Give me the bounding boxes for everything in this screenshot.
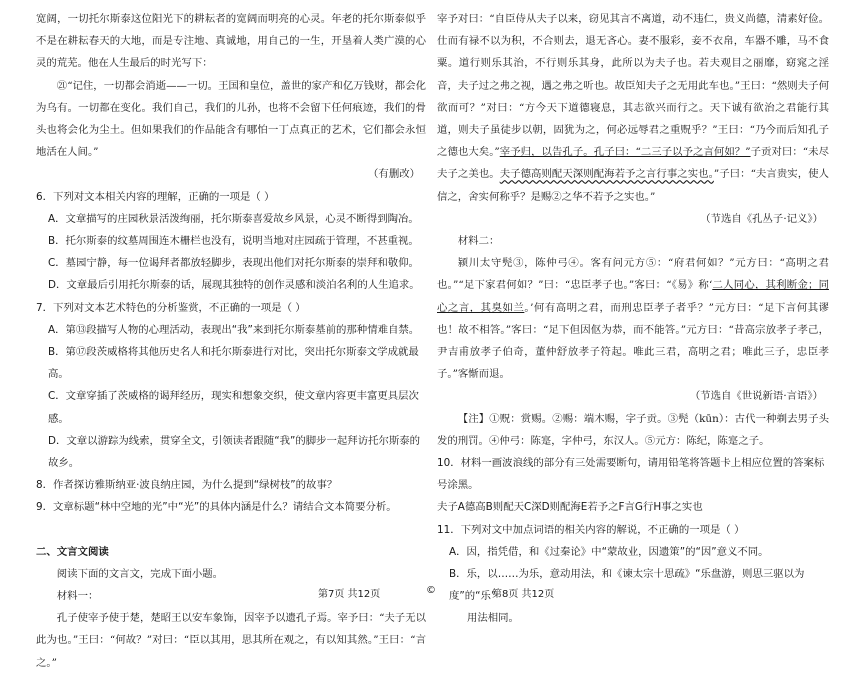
source-note-1: （节选自《孔丛子·记义》）	[700, 212, 823, 225]
underlined-sentence-1: 宰予归，以告孔子。孔子曰：“二三子以予之言何如？”	[499, 146, 751, 159]
q6-option-d[interactable]: D．文章最后引用托尔斯泰的话，展现其独特的创作灵感和淡泊名利的人生追求。	[48, 279, 420, 292]
right-page-column	[437, 8, 829, 630]
source-note-2: （节选自《世说新语·言语》）	[689, 390, 823, 403]
question-7: 7．下列对文本艺术特色的分析鉴赏，不正确的一项是（ ）	[36, 301, 306, 314]
underlined-sentence-2: 二人同心，其利断金；同心之言，其臭如兰	[437, 279, 829, 314]
q7-option-a[interactable]: A．第⑬段描写人物的心理活动，表现出“我”来到托尔斯泰墓前的那种情难自禁。	[48, 323, 420, 336]
question-11: 11．下列对文中加点词语的相关内容的解说，不正确的一项是（ ）	[437, 523, 745, 536]
material-2-text: 颍川太守髡③，陈仲弓④。客有问元方⑤：“府君何如？”元方曰：“高明之君也。”“足下家君何如？”曰：“忠臣孝子也。”客曰：“《易》称‘二人同心，其利断金；同心之言，其臭如兰。’何有高明之君，而刑忠臣孝子者乎？”元方曰：“足下言何其谬也！故不相答。”客曰：“足下但因伛为恭，而不能答。”元方曰：“昔高宗放孝子孝己，尹吉甫放孝子伯奇，董仲舒放孝子符起。唯此三君，高明之君；唯此三子，忠臣孝子。”客惭而退。	[437, 257, 830, 381]
material-1-label: 材料一：	[56, 590, 99, 603]
q7-option-b[interactable]: B．第⑰段茨威格将其他历史名人和托尔斯泰进行对比，突出托尔斯泰文学成就最高。	[48, 346, 419, 381]
page-number-left: 第7页 共12页	[318, 589, 381, 600]
q6-option-b[interactable]: B．托尔斯泰的纹墓周围连木栅栏也没有，说明当地对庄园疏于管理，不甚重视。	[48, 235, 419, 248]
section-heading: 二、文言文阅读	[36, 545, 109, 558]
passage-paragraph: 宽阔，一切托尔斯泰这位阳光下的耕耘者的宽阔而明亮的心灵。年老的托尔斯泰似乎不是在耕耘春天的大地，而是专注地、真诚地，用自己的一生，开垦着人类广漠的心灵的荒芜。他在人生最后的时光写下：	[36, 13, 426, 70]
q11-option-a[interactable]: A．因，指凭借，和《过秦论》中“蒙故业，因遗策”的“因”意义不同。	[449, 545, 769, 558]
source-note: （有删改）	[368, 168, 420, 181]
material-1-continued: 宰予对曰：“自臣侍从夫子以来，窃见其言不离道，动不违仁，贵义尚德，清素好俭。仕而有禄不以为积，不合则去，退无吝心。妻不服彩，妾不衣帛，车器不雕，马不食粟。道行则乐其治，不行则乐其身，此所以为夫子也。若夫观目之丽靡，窈窕之淫音，夫子过之弗之视，遇之弗之听也。故臣知夫子之无用此车也。”王曰：“然则夫子何欲而可？”对曰：“方今天下道德寝息，其志欲兴而行之。天下诚有欲治之君能行其道，则夫子虽徒步以朝，固犹为之，何必远辱君之重贶乎？”王曰：“乃今而后知孔子之德也大矣。”宰予归，以告孔子。孔子曰：“二三子以予之言何如？”子贡对曰：“未尽夫子之美也。夫子德高则配天深则配海若予之言行事之实也。”子曰：“夫言贵实，使人信之，舍实何称乎？是赐②之华不若予之实也。”	[437, 13, 829, 203]
question-6: 6．下列对文本相关内容的理解，正确的一项是（ ）	[36, 190, 275, 203]
left-page-column	[36, 8, 426, 674]
wavy-underline-sentence: 夫子德高则配天深则配海若予之言行事之实也。	[499, 168, 714, 181]
copyright-icon: ©	[426, 585, 436, 596]
q11-option-b-cont: 用法相同。	[467, 612, 519, 625]
question-8: 8．作者探访雅斯纳亚·波良纳庄园，为什么提到“绿树枝”的故事？	[36, 479, 338, 492]
material-2-label: 材料二：	[457, 235, 500, 248]
q6-option-c[interactable]: C．墓园宁静，每一位谒拜者都放轻脚步，表现出他们对托尔斯泰的崇拜和敬仰。	[48, 257, 419, 270]
page-number-right: 第8页 共12页	[492, 589, 555, 600]
q7-option-c[interactable]: C．文章穿插了茨威格的谒拜经历，现实和想象交织，使文章内容更丰富更具层次感。	[48, 390, 419, 425]
material-1-text: 孔子使宰予使于楚，楚昭王以安车象饰，因宰予以遗孔子焉。宰予曰：“夫子无以此为也。”王曰：“何故？”对曰：“臣以其用，思其所在观之，有以知其然。”王曰：“言之。”	[36, 612, 426, 669]
question-9: 9．文章标题“林中空地的光”中“光”的具体内涵是什么？请结合文本简要分析。	[36, 501, 397, 514]
instructions: 阅读下面的文言文，完成下面小题。	[56, 567, 224, 580]
q6-option-a[interactable]: A．文章描写的庄园秋景活泼绚丽，托尔斯泰喜爱故乡风景，心灵不断得到陶冶。	[48, 212, 419, 225]
question-10: 10．材料一画波浪线的部分有三处需要断句，请用铅笔将答题卡上相应位置的答案标号涂黑。	[437, 457, 825, 492]
passage-quote: ㉑“记住，一切都会消逝——一切。王国和皇位，盖世的家产和亿万钱财，都会化为乌有。一切都在变化。我们自己，我们的儿孙，也将不会留下任何痕迹，我们的骨头也将会化为尘土。但如果我们的作品能含有哪怕一丁点真正的艺术，它们都会永恒地活在人间。”	[36, 79, 426, 159]
annotation-note: 【注】①贶：赏赐。②赐：端木赐，字子贡。③髡（kūn）：古代一种剃去男子头发的刑罚。④仲弓：陈寔，字仲弓，东汉人。⑤元方：陈纪，陈寔之子。	[437, 412, 829, 447]
q7-option-d[interactable]: D．文章以游踪为线索，贯穿全文，引领读者跟随“我”的脚步一起拜访托尔斯泰的故乡。	[48, 434, 421, 470]
q11-option-b[interactable]: B．乐，以……为乐，意动用法，和《谏太宗十思疏》“乐盘游，则思三驱以为度”的“乐”	[449, 568, 805, 603]
q10-break-line[interactable]: 夫子A德高B则配天C深D则配海E若予之F言G行H事之实也	[437, 501, 703, 514]
